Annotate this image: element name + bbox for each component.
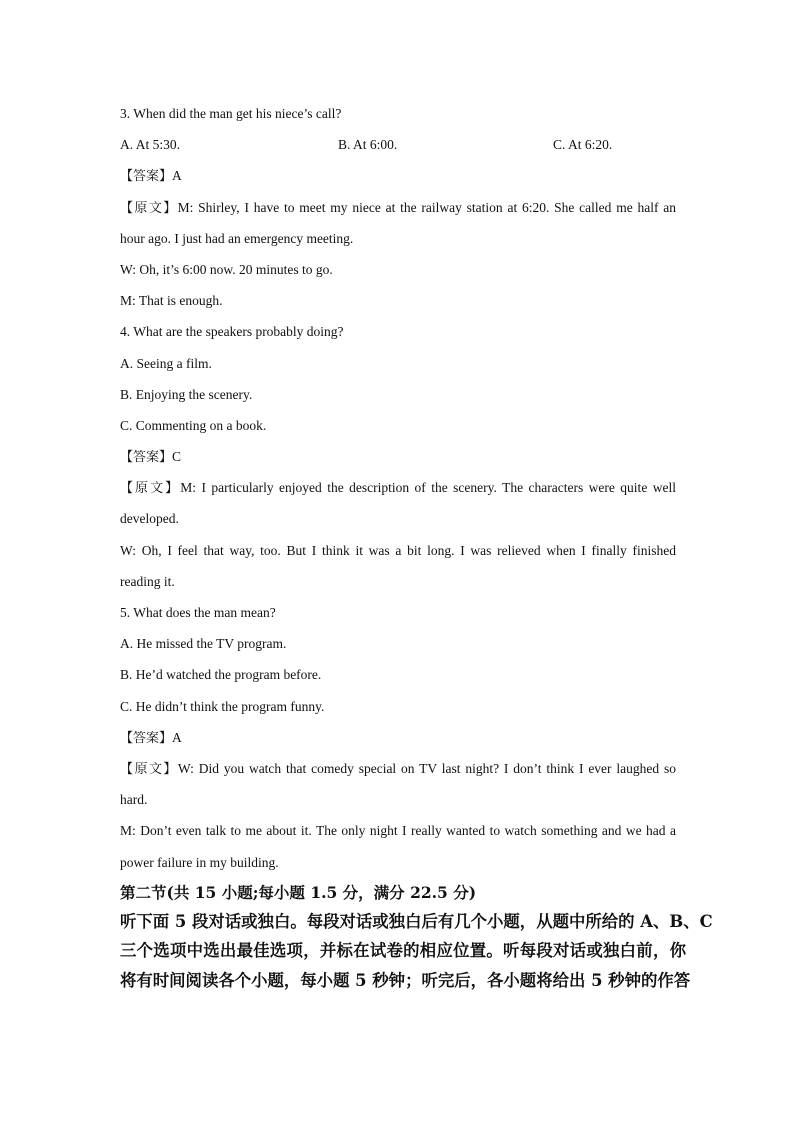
- q5-transcript-line-3: M: Don’t even talk to me about it. The only night I really wanted to watch something and we had a: [120, 823, 676, 839]
- section-instruction-line-2: 三个选项中选出最佳选项，并标在试卷的相应位置。听每段对话或独白前，你: [120, 941, 686, 961]
- section-instruction-line-3: 将有时间阅读各个小题，每小题 5 秒钟；听完后，各小题将给出 5 秒钟的作答: [120, 970, 691, 990]
- q3-answer-value: A: [172, 168, 182, 184]
- q4-transcript-text-1: M: I particularly enjoyed the description of the scenery. The characters were quite well: [180, 480, 676, 496]
- q3-transcript-line-3: W: Oh, it’s 6:00 now. 20 minutes to go.: [120, 261, 333, 277]
- q4-option-a: A. Seeing a film.: [120, 355, 212, 371]
- q5-transcript-line-2: hard.: [120, 792, 148, 808]
- q3-options: [120, 129, 676, 160]
- q5-question: 5. What does the man mean?: [120, 605, 276, 620]
- q5-answer: [120, 722, 676, 753]
- q5-transcript-line-4: power failure in my building.: [120, 854, 279, 870]
- page-content: [120, 98, 713, 995]
- q4-answer-tag: 【答案】: [120, 450, 173, 466]
- q5-answer-value: A: [172, 729, 182, 745]
- q4-question: 4. What are the speakers probably doing?: [120, 324, 344, 340]
- q4-transcript-line-1: [120, 472, 676, 503]
- q4-transcript-tag: 【原文】: [120, 481, 181, 497]
- q5-answer-tag: 【答案】: [120, 730, 173, 746]
- q4-answer-value: C: [172, 449, 182, 465]
- q3-answer-tag: 【答案】: [120, 169, 173, 185]
- q4-transcript-line-3: W: Oh, I feel that way, too. But I think it was a bit long. I was relieved when I finally finished: [120, 542, 676, 558]
- q5-transcript-tag: 【原文】: [120, 761, 178, 777]
- q3-answer: [120, 160, 676, 191]
- q3-transcript-line-1: [120, 192, 676, 223]
- q3-transcript-line-4: M: That is enough.: [120, 293, 223, 309]
- q4-option-c: C. Commenting on a book.: [120, 417, 267, 433]
- section-instruction-line-1: 听下面 5 段对话或独白。每段对话或独白后有几个小题，从题中所给的 A、B、C: [120, 911, 713, 931]
- q5-option-b: B. He’d watched the program before.: [120, 667, 322, 683]
- q4-option-b: B. Enjoying the scenery.: [120, 386, 253, 402]
- q3-option-c: C. At 6:20.: [553, 137, 613, 153]
- q3-transcript-tag: 【原文】: [120, 200, 178, 216]
- q4-answer: [120, 441, 676, 472]
- q3-transcript-line-2: hour ago. I just had an emergency meeting.: [120, 230, 354, 246]
- q5-option-c: C. He didn’t think the program funny.: [120, 698, 325, 714]
- q5-transcript-text-1: W: Did you watch that comedy special on TV last night? I don’t think I ever laughed so: [177, 760, 676, 776]
- q5-option-a: A. He missed the TV program.: [120, 636, 287, 652]
- section-heading: 第二节(共 15 小题;每小题 1.5 分，满分 22.5 分): [120, 882, 477, 902]
- q3-option-a: A. At 5:30.: [120, 137, 181, 153]
- q3-question: 3. When did the man get his niece’s call?: [120, 106, 342, 121]
- q3-option-b: B. At 6:00.: [338, 137, 398, 153]
- q3-transcript-text-1: M: Shirley, I have to meet my niece at the railway station at 6:20. She called me half an: [177, 199, 676, 215]
- q4-transcript-line-2: developed.: [120, 511, 179, 527]
- q4-transcript-line-4: reading it.: [120, 573, 175, 589]
- q5-transcript-line-1: [120, 753, 676, 784]
